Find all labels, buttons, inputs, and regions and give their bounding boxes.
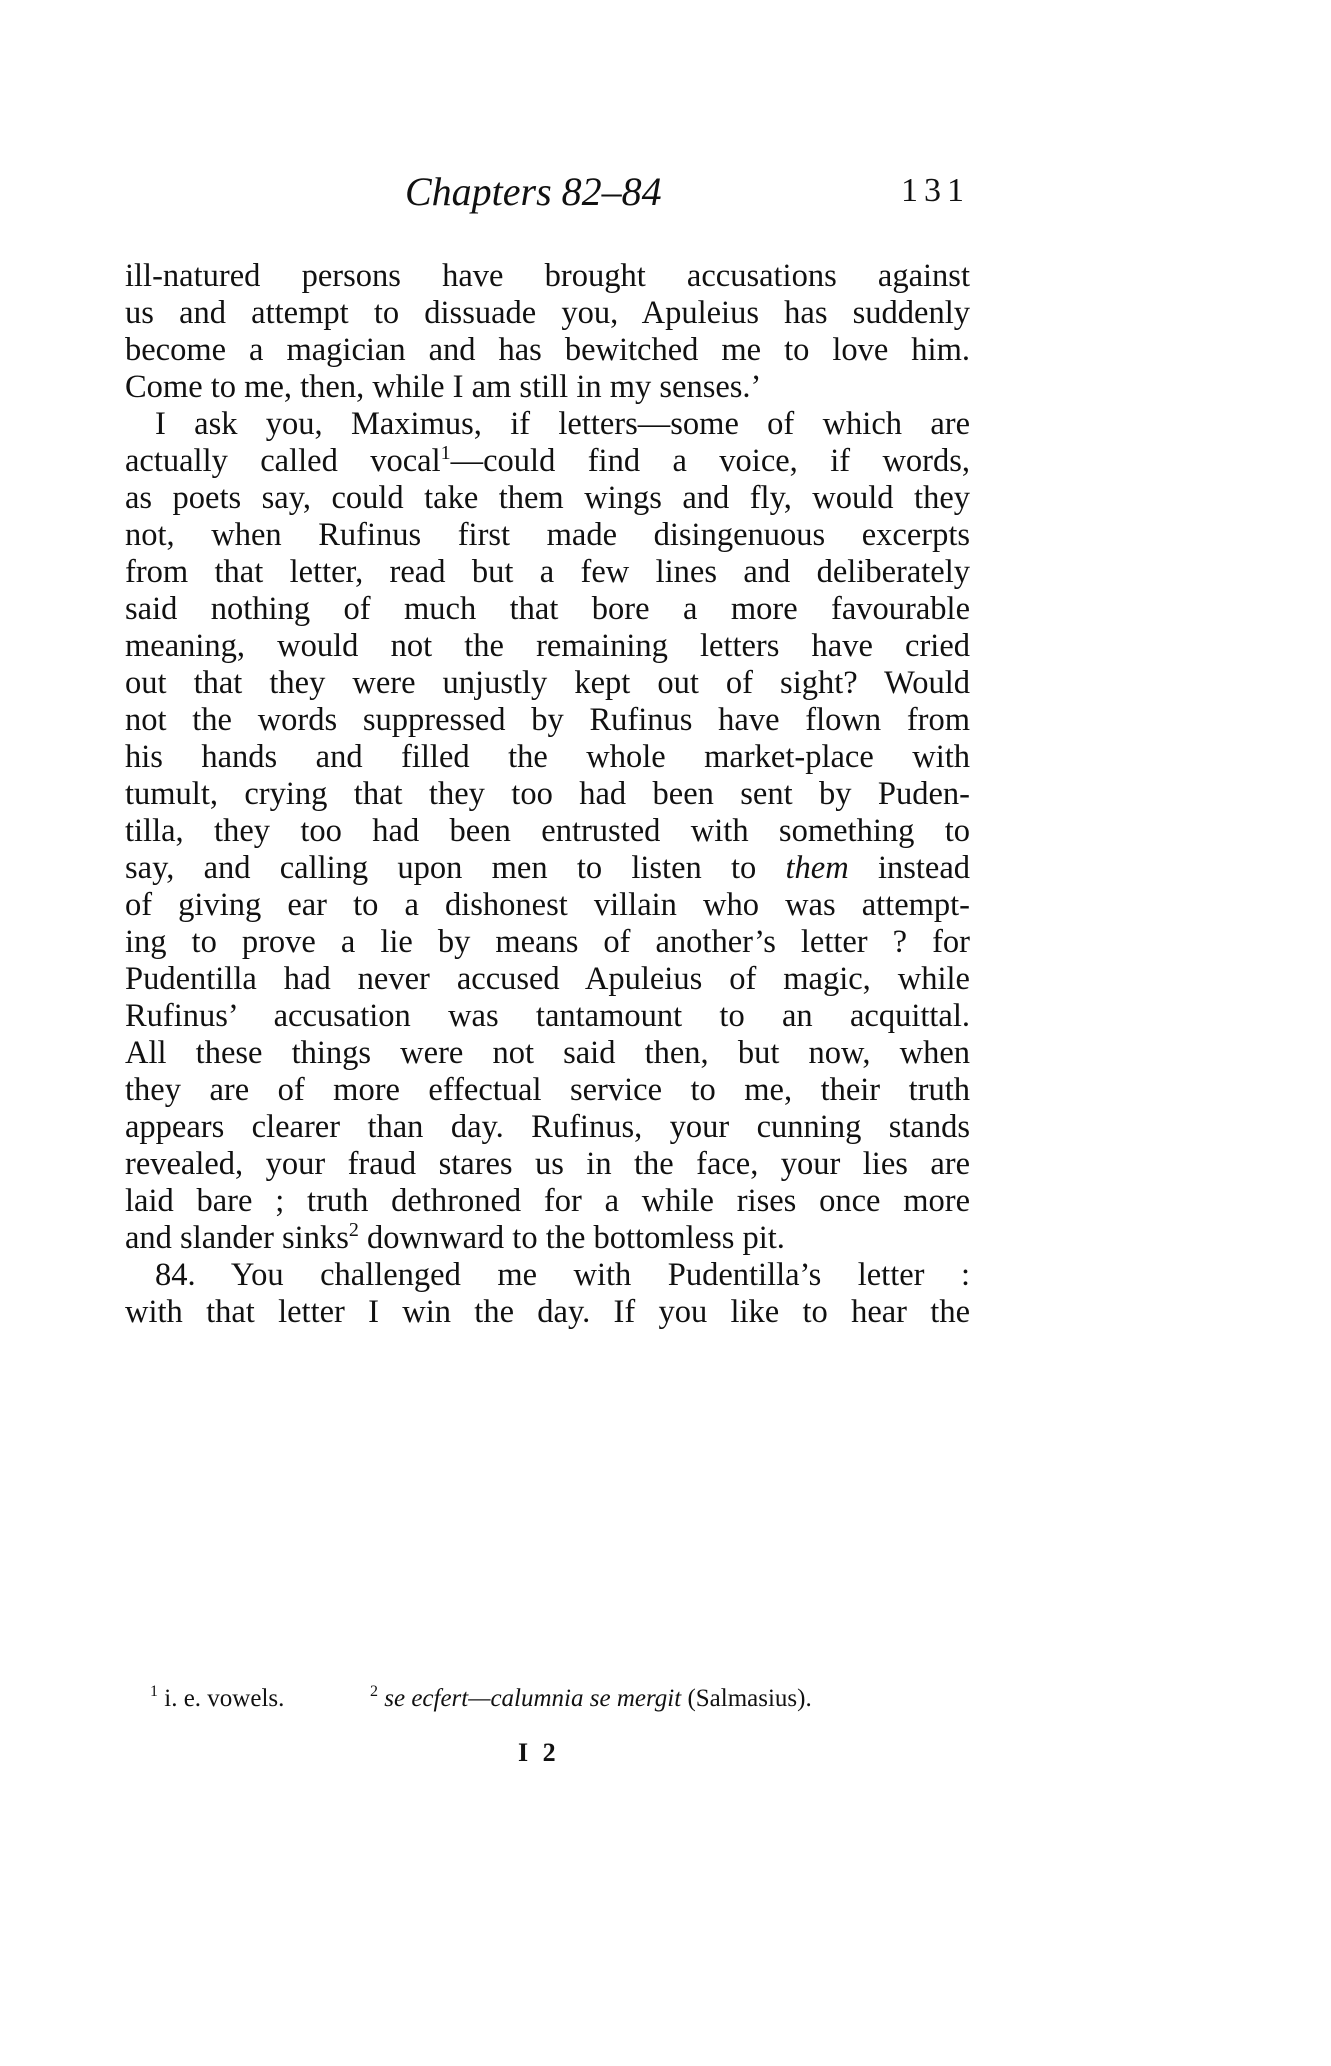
emphasis-text: them [785,850,849,886]
text-line: laid bare ; truth dethroned for a while rises once more [125,1183,970,1219]
section-start-line: 84. You challenged me with Pudentilla’s letter : [155,1257,970,1293]
footnote-ref-1: 1 [440,442,451,464]
text-line: his hands and filled the whole market-place with [125,739,970,775]
text-line: Pudentilla had never accused Apuleius of magic, while [125,961,970,997]
footnote-1: $^1$ i. e. vowels. [150,1683,285,1712]
text-line: actually called vocal$^1$—could find a voice, if words, [125,442,971,479]
text-line: ing to prove a lie by means of another’s letter ? for [125,924,970,960]
text-line: Rufinus’ accusation was tantamount to an acquittal. [125,998,970,1034]
text-line: as poets say, could take them wings and fly, would they [125,480,970,516]
footnote-2: $^2$ se ecfert—calumnia se mergit (Salmasius). [370,1683,812,1712]
text-line: tumult, crying that they too had been sent by Puden- [125,776,970,812]
running-title: Chapters 82–84 [405,169,662,214]
text-line: out that they were unjustly kept out of sight? Would [125,665,970,701]
text-line: not the words suppressed by Rufinus have flown from [125,702,970,738]
text-line: appears clearer than day. Rufinus, your cunning stands [125,1109,970,1145]
text-line: tilla, they too had been entrusted with something to [125,813,970,849]
text-line: they are of more effectual service to me, their truth [125,1072,970,1108]
text-line: become a magician and has bewitched me to love him. [125,332,970,368]
text-line: from that letter, read but a few lines and deliberately [125,554,970,590]
text-line: revealed, your fraud stares us in the face, your lies are [125,1146,970,1182]
page-number: 131 [901,172,970,209]
text-line: All these things were not said then, but now, when [125,1035,970,1071]
text-line: us and attempt to dissuade you, Apuleius has suddenly [125,295,970,331]
footnote-ref-2: 2 [348,1219,359,1241]
text-line: not, when Rufinus first made disingenuous excerpts [125,517,970,553]
text-line: said nothing of much that bore a more favourable [125,591,970,627]
signature-mark: I 2 [518,1738,560,1767]
text-line: with that letter I win the day. If you like to hear the [125,1294,970,1330]
page-header [125,168,970,228]
text-line: of giving ear to a dishonest villain who was attempt- [125,887,970,923]
text-line: and slander sinks$^2$ downward to the bottomless pit. [125,1219,785,1256]
text-line: meaning, would not the remaining letters have cried [125,628,970,664]
footnotes [150,1685,970,1725]
text-line: ill-natured persons have brought accusations against [125,258,970,294]
text-line: say, and calling upon men to listen to them instead [125,850,970,886]
body-text [125,252,970,1672]
text-line: Come to me, then, while I am still in my senses.’ [125,369,762,405]
text-line: I ask you, Maximus, if letters—some of which are [155,406,970,442]
